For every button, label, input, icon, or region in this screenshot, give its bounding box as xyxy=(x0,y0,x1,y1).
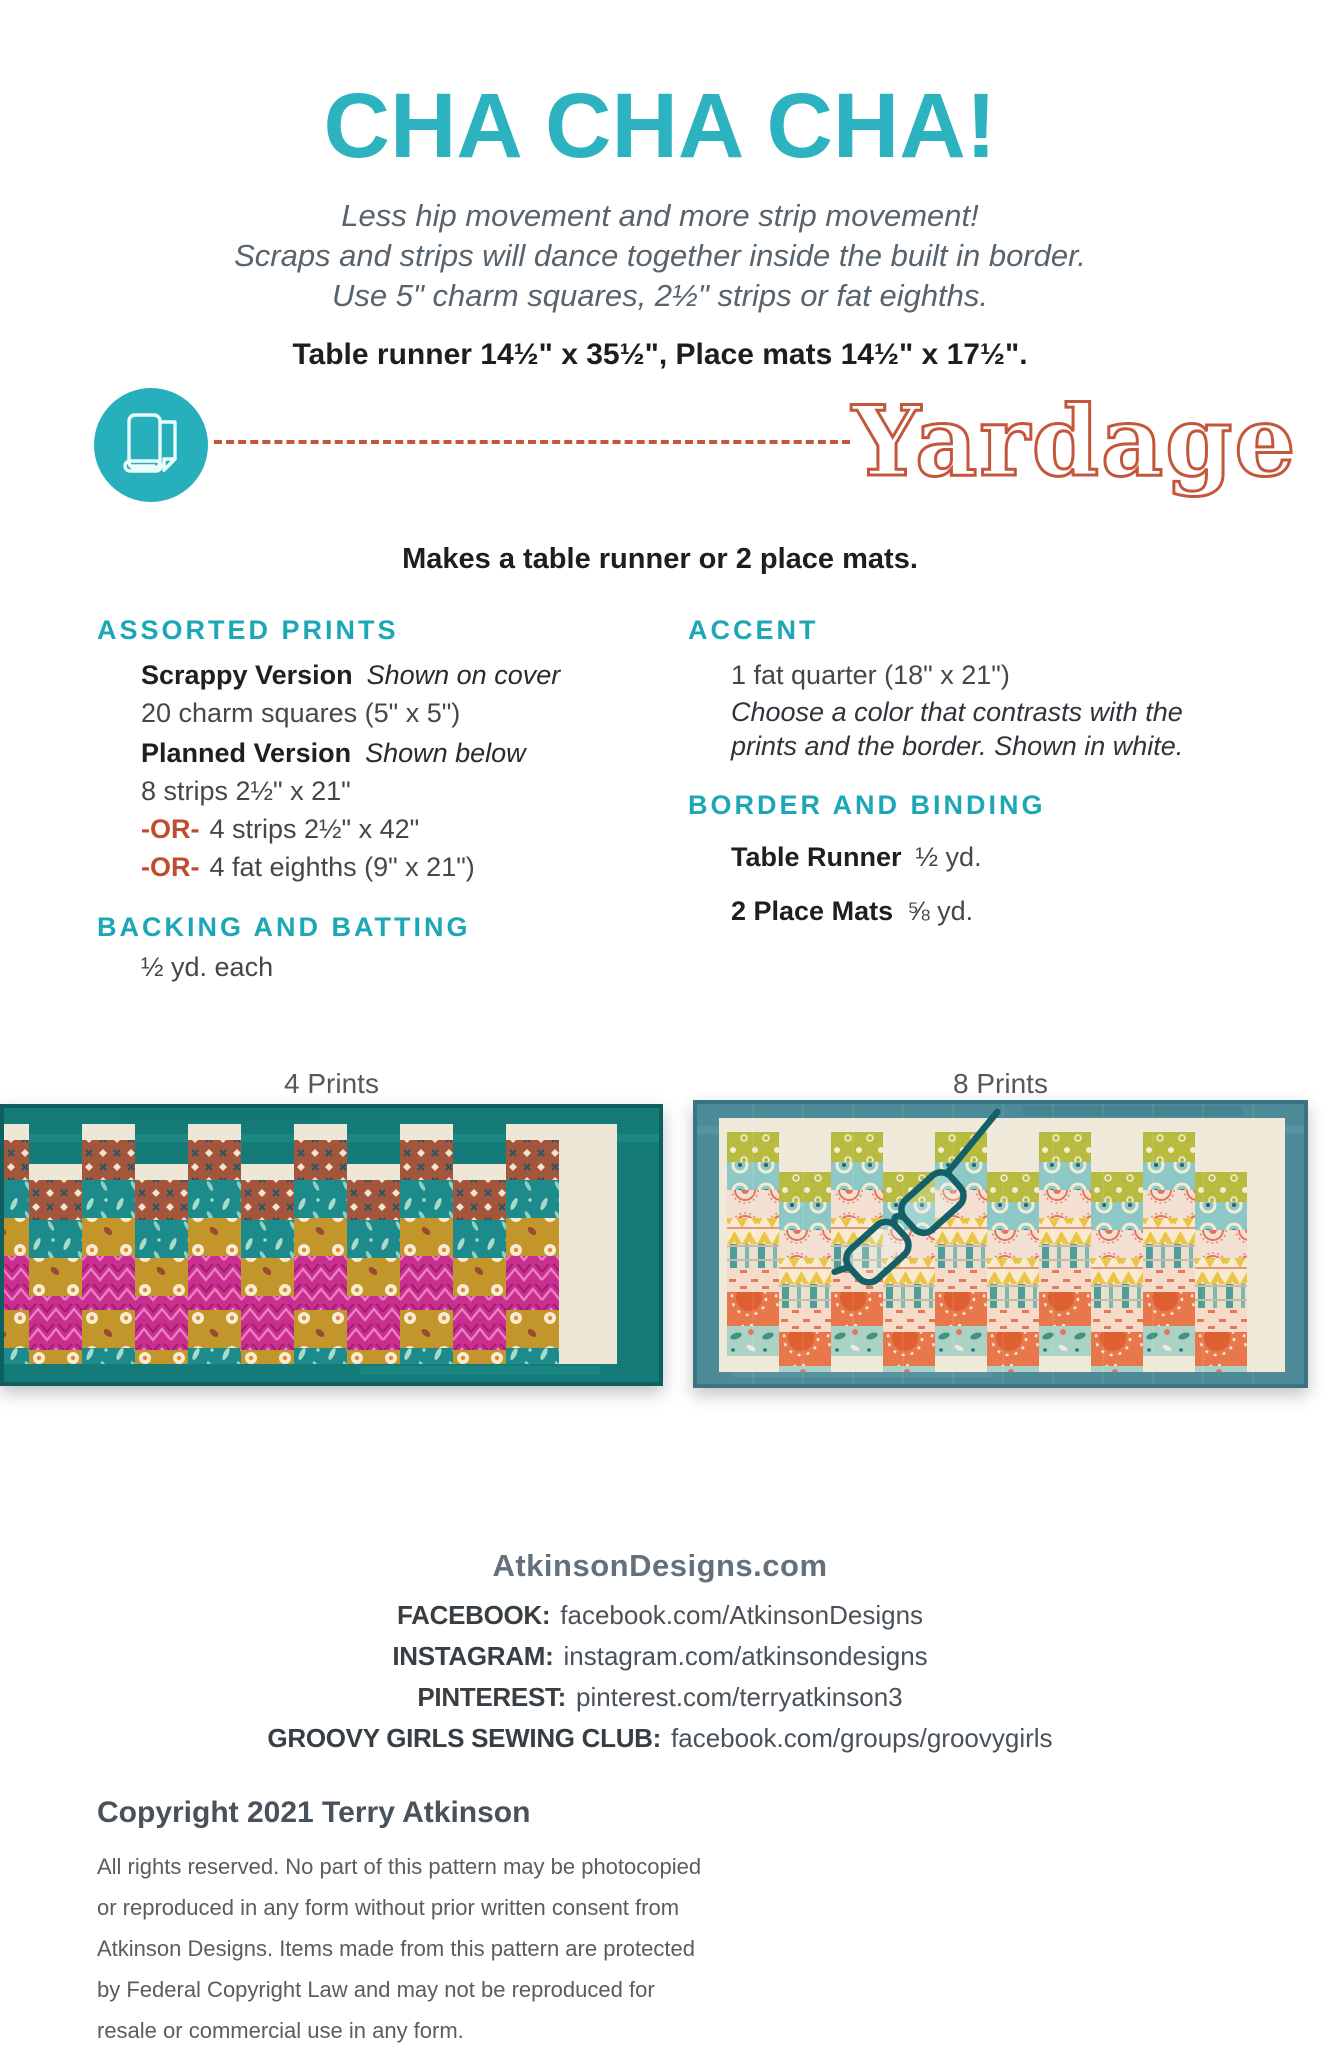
border-binding-heading: BORDER AND BINDING xyxy=(688,790,1046,820)
assorted-prints-heading: ASSORTED PRINTS xyxy=(97,615,399,645)
copyright-body: All rights reserved. No part of this pattern may be photocopied or reproduced in any form without prior written consent from Atkinson Designs. Items made from this pattern are protected by Federal Copyright Law and may not be reproduced for resale or commercial use in any form. xyxy=(97,1854,702,2043)
scrappy-version-line xyxy=(141,660,560,691)
or-option-line xyxy=(141,814,419,845)
scrappy-version-note: Shown on cover xyxy=(366,660,561,690)
border-binding-item-value: ½ yd. xyxy=(915,842,982,872)
planned-version-line xyxy=(141,738,526,769)
backing-batting-line: ½ yd. each xyxy=(141,952,274,982)
table-runner-photo-4-prints xyxy=(0,1104,663,1386)
social-label: GROOVY GIRLS SEWING CLUB: xyxy=(267,1723,662,1753)
or-option-text: 4 fat eighths (9" x 21") xyxy=(209,852,475,882)
page-title: CHA CHA CHA! xyxy=(323,75,997,177)
planned-version-note: Shown below xyxy=(365,738,526,768)
or-prefix: -OR- xyxy=(141,852,200,882)
accent-heading: ACCENT xyxy=(688,615,819,645)
social-line-instagram xyxy=(0,1641,1320,1672)
backing-batting-heading: BACKING AND BATTING xyxy=(97,912,471,942)
border-binding-item xyxy=(731,842,982,873)
table-runner-photo-8-prints xyxy=(693,1100,1308,1388)
strips-line: 8 strips 2½" x 21" xyxy=(141,776,351,806)
fabric-bolt-icon xyxy=(92,386,210,504)
copyright-title: Copyright 2021 Terry Atkinson xyxy=(97,1796,531,1829)
runner-strip-columns xyxy=(719,1118,1285,1388)
border-binding-item-value: ⅝ yd. xyxy=(907,896,974,926)
social-label: INSTAGRAM: xyxy=(392,1641,554,1671)
website-link: AtkinsonDesigns.com xyxy=(492,1548,828,1583)
subtitle-line: Use 5" charm squares, 2½" strips or fat eighths. xyxy=(331,278,989,313)
accent-note-line: Choose a color that contrasts with the xyxy=(731,697,1183,727)
charm-squares-line: 20 charm squares (5" x 5") xyxy=(141,698,461,728)
makes-line: Makes a table runner or 2 place mats. xyxy=(402,543,918,575)
yardage-banner-label: Yardage xyxy=(852,385,1298,498)
border-binding-item xyxy=(731,896,973,927)
social-label: PINTEREST: xyxy=(417,1682,567,1712)
scrappy-version-label: Scrappy Version xyxy=(141,660,353,690)
social-line-groovy-girls xyxy=(0,1723,1320,1754)
photo-caption-8-prints: 8 Prints xyxy=(953,1068,1048,1099)
or-prefix: -OR- xyxy=(141,814,200,844)
page-subtitle xyxy=(0,196,1320,316)
subtitle-line: Scraps and strips will dance together inside the built in border. xyxy=(234,238,1086,273)
social-line-pinterest xyxy=(0,1682,1320,1713)
or-option-text: 4 strips 2½" x 42" xyxy=(209,814,420,844)
subtitle-line: Less hip movement and more strip movement! xyxy=(341,198,979,233)
accent-line: 1 fat quarter (18" x 21") xyxy=(731,660,1010,690)
social-line-facebook xyxy=(0,1600,1320,1631)
social-label: FACEBOOK: xyxy=(396,1600,551,1630)
border-binding-item-label: Table Runner xyxy=(731,842,902,872)
social-value: facebook.com/AtkinsonDesigns xyxy=(560,1600,924,1630)
social-value: instagram.com/atkinsondesigns xyxy=(563,1641,928,1671)
social-value: facebook.com/groups/groovygirls xyxy=(671,1723,1053,1753)
photo-caption-4-prints: 4 Prints xyxy=(284,1068,379,1099)
accent-note-line: prints and the border. Shown in white. xyxy=(731,731,1184,761)
or-option-line xyxy=(141,852,475,883)
border-binding-item-label: 2 Place Mats xyxy=(731,896,894,926)
finished-dimensions: Table runner 14½" x 35½", Place mats 14½" x 17½". xyxy=(292,338,1028,371)
planned-version-label: Planned Version xyxy=(141,738,352,768)
yardage-dashed-line xyxy=(214,440,850,444)
social-value: pinterest.com/terryatkinson3 xyxy=(576,1682,903,1712)
